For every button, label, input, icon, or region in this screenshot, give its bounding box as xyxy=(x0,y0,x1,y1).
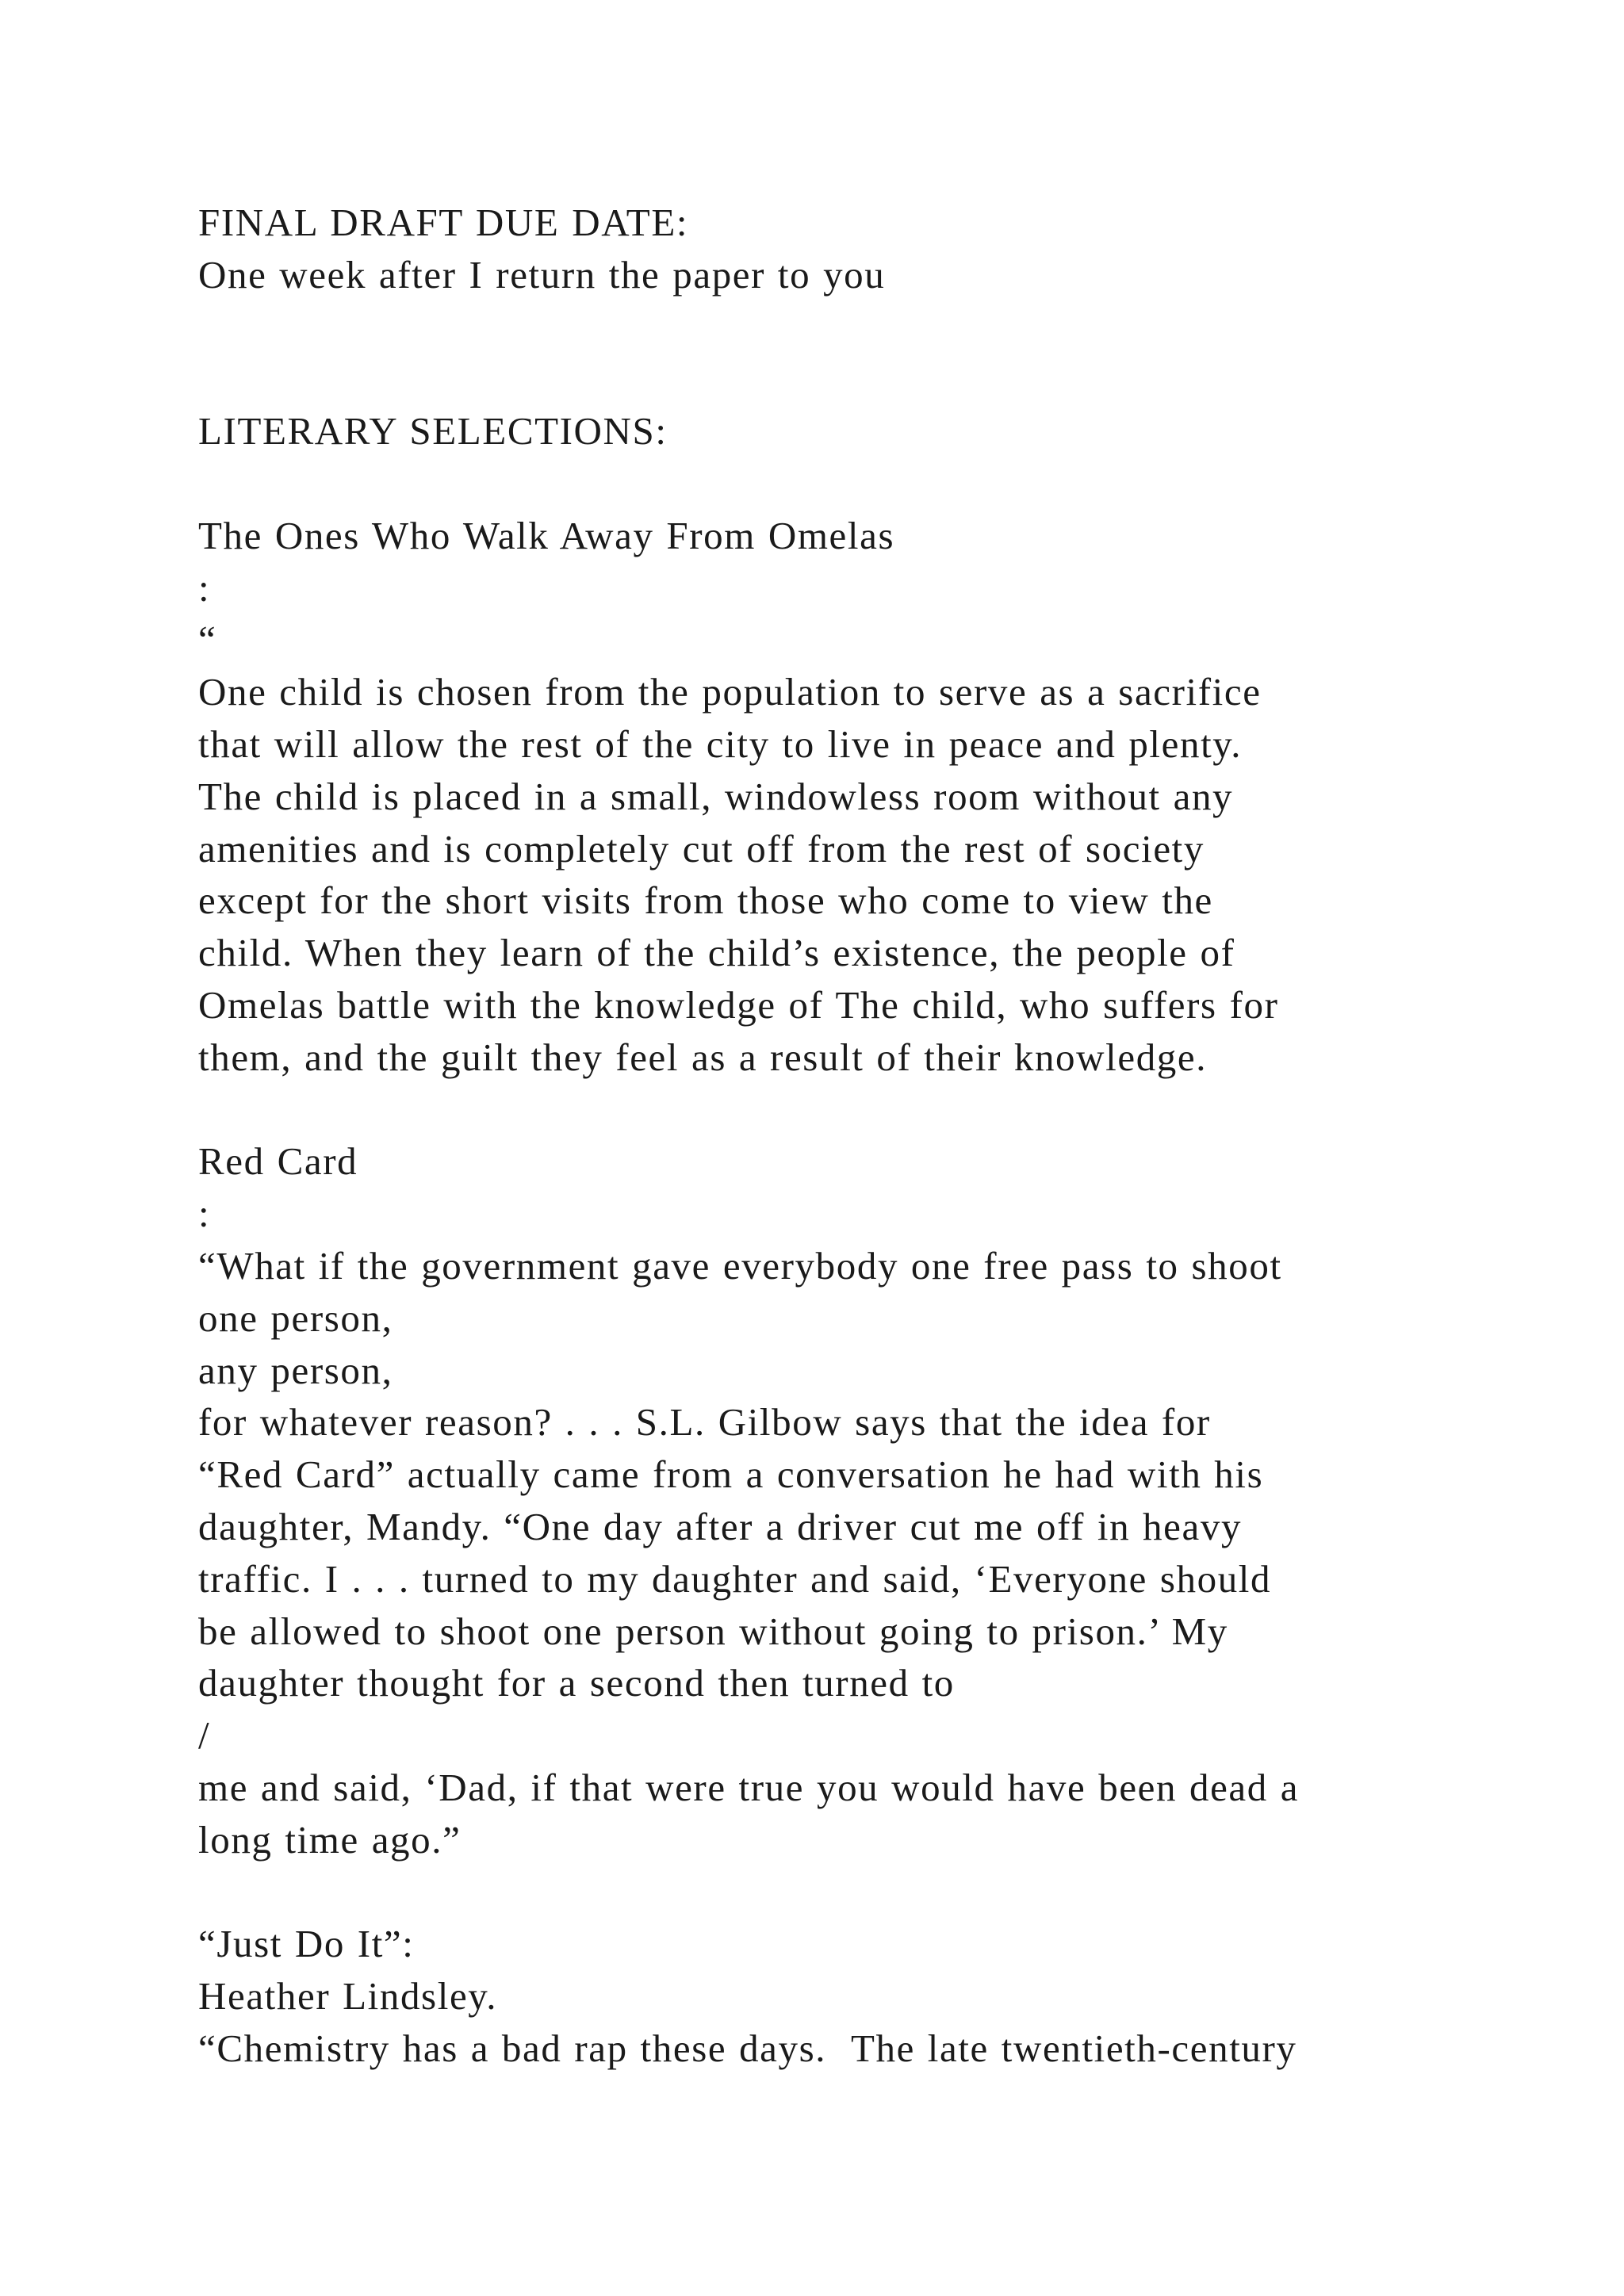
omelas-open-quote: “ xyxy=(198,618,217,662)
red-card-line: me and said, ‘Dad, if that were true you would have been dead a xyxy=(198,1765,1300,1809)
omelas-line: child. When they learn of the child’s existence, the people of xyxy=(198,931,1235,975)
omelas-line: Omelas battle with the knowledge of The child, who suffers for xyxy=(198,982,1279,1027)
red-card-line: for whatever reason? . . . S.L. Gilbow says that the idea for xyxy=(198,1400,1211,1445)
red-card-line: daughter, Mandy. “One day after a driver cut me off in heavy xyxy=(198,1504,1243,1548)
spacer xyxy=(198,1866,1546,1919)
due-date-heading: FINAL DRAFT DUE DATE: xyxy=(198,201,689,244)
omelas-line: One child is chosen from the population to serve as a sacrifice xyxy=(198,670,1262,714)
just-do-it-author: Heather Lindsley. xyxy=(198,1974,498,2019)
just-do-it-title: “Just Do It”: xyxy=(198,1922,415,1966)
omelas-line: them, and the guilt they feel as a result of their knowledge. xyxy=(198,1035,1208,1079)
omelas-line: except for the short visits from those who come to view the xyxy=(198,878,1213,923)
omelas-line: that will allow the rest of the city to live in peace and plenty. xyxy=(198,721,1243,766)
red-card-line: / xyxy=(198,1713,211,1758)
selections-heading: LITERARY SELECTIONS: xyxy=(198,409,668,453)
red-card-line: be allowed to shoot one person without going to prison.’ My xyxy=(198,1609,1228,1653)
red-card-line: long time ago.” xyxy=(198,1817,462,1862)
spacer xyxy=(198,301,1546,406)
just-do-it-line: “Chemistry has a bad rap these days. The late twentieth-century xyxy=(198,2026,1297,2070)
red-card-title: Red Card xyxy=(198,1139,358,1184)
red-card-line: “What if the government gave everybody one free pass to shoot xyxy=(198,1243,1282,1288)
red-card-line: daughter thought for a second then turned to xyxy=(198,1661,955,1705)
document-body xyxy=(198,197,1546,2075)
red-card-line: traffic. I . . . turned to my daughter and said, ‘Everyone should xyxy=(198,1556,1272,1601)
spacer xyxy=(198,457,1546,510)
omelas-line: The child is placed in a small, windowless room without any xyxy=(198,774,1234,818)
red-card-line: “Red Card” actually came from a conversation he had with his xyxy=(198,1452,1264,1497)
omelas-title: The Ones Who Walk Away From Omelas xyxy=(198,513,895,557)
omelas-colon: : xyxy=(198,565,211,610)
red-card-line: one person, xyxy=(198,1295,393,1340)
red-card-line: any person, xyxy=(198,1348,393,1392)
omelas-line: amenities and is completely cut off from the rest of society xyxy=(198,826,1205,871)
red-card-colon: : xyxy=(198,1192,211,1236)
due-date-text: One week after I return the paper to you xyxy=(198,252,886,297)
spacer xyxy=(198,1084,1546,1136)
